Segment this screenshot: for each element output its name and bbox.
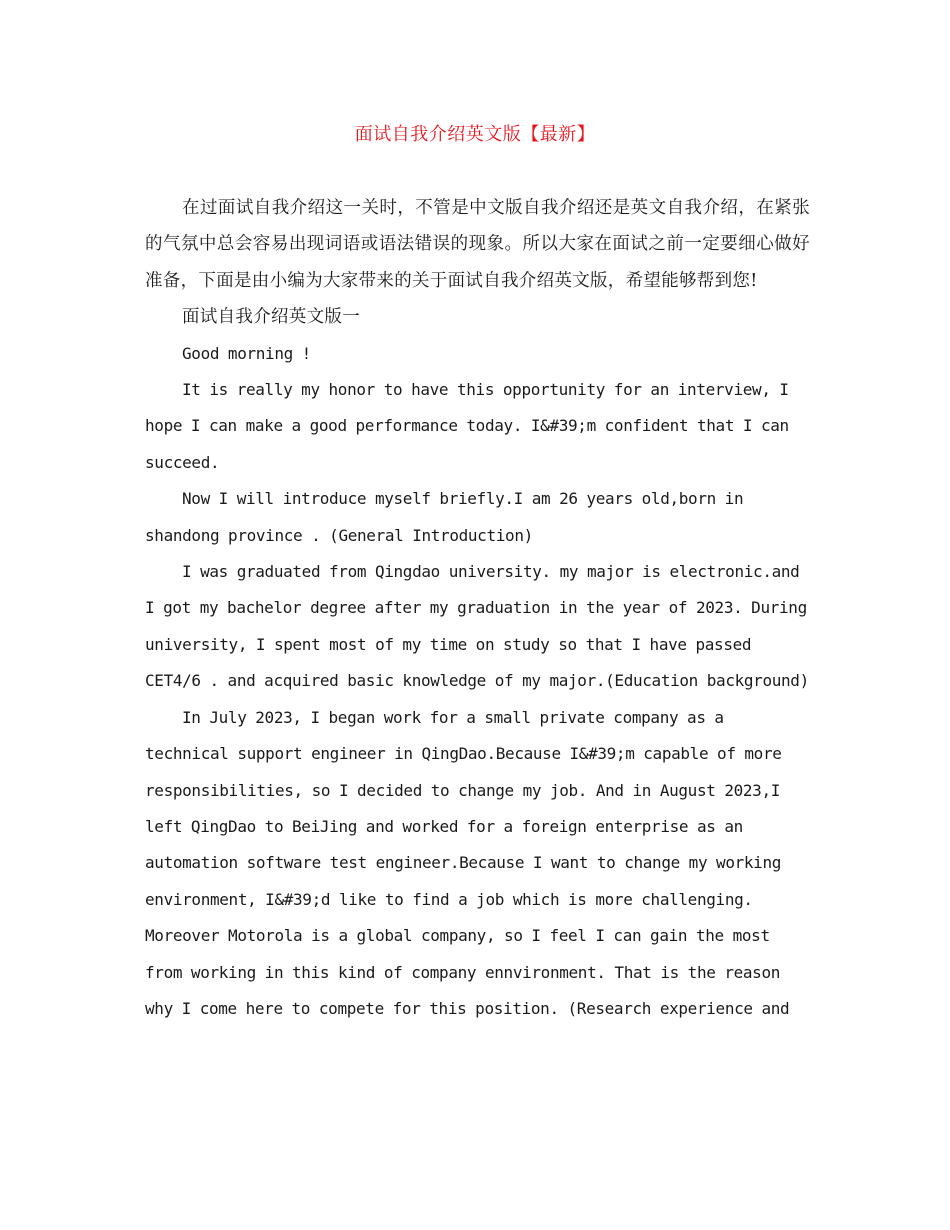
document-body <box>145 190 810 1027</box>
document-title: 面试自我介绍英文版【最新】 <box>354 124 596 145</box>
greeting-paragraph: Good morning ! <box>182 343 311 363</box>
education-paragraph: I was graduated from Qingdao university. my major is electronic.and I got my bachelor degree after my graduation in the year of 2023. During university, I spent most of my time on study so that I have passed CET4/6 . and acquired basic knowledge of my major.(Education background) <box>145 562 809 691</box>
general-introduction-paragraph: Now I will introduce myself briefly.I am 26 years old,born in shandong province . (General Introduction) <box>145 489 744 545</box>
opening-paragraph: It is really my honor to have this opportunity for an interview, I hope I can make a good performance today. I&#39;m confident that I can succeed. <box>145 380 789 472</box>
experience-paragraph: In July 2023, I began work for a small private company as a technical support engineer in QingDao.Because I&#39;m capable of more responsibilities, so I decided to change my job. And in August 2023,I left QingDao to BeiJing and worked for a foreign enterprise as an automation software test engineer.Because I want to change my working environment, I&#39;d like to find a job which is more challenging. Moreover Motorola is a global company, so I feel I can gain the most from working in this kind of company ennvironment. That is the reason why I come here to compete for this position. (Research experience and <box>145 707 790 1018</box>
section-heading: 面试自我介绍英文版一 <box>182 307 360 328</box>
intro-paragraph: 在过面试自我介绍这一关时，不管是中文版自我介绍还是英文自我介绍，在紧张的气氛中总会容易出现词语或语法错误的现象。所以大家在面试之前一定要细心做好准备，下面是由小编为大家带来的关于面试自我介绍英文版，希望能够帮到您! <box>145 198 810 291</box>
